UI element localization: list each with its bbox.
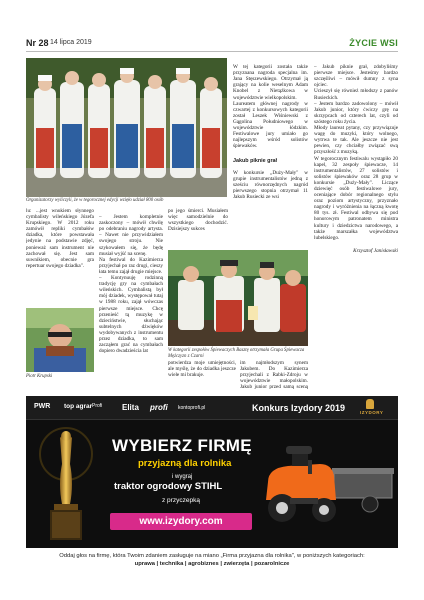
ad-prize: traktor ogrodowy STIHL [114, 481, 223, 492]
page-number: Nr 28 [26, 38, 49, 48]
article-text: – Jestem kompletnie zaskoczony – mówił chwilę po odebraniu nagrody artysta. – Nawet nie przywidziałem swojego stroju. Nie szykowałem się, że będę musiał wyjść na scenę. Na festiwal do Kazimierza przyjechał po raz drugi, cieszy łata temu zajął drugie miejsce. – Kontynuuję rodzinną tradycję gry na cymbałach wileńskich. Cymbalistą był mój dziadek, występował tutaj w 1988 roku, zajął wówczas pierwsze miejsce. Chcę przenieść tą muzykę w dzieciństwie, słuchając subtelnych dźwięków wydobywanych z instrumentu przez dziadka, to sam zacząłem grać na cymbałach dopiero dwadzieścia lat [99, 214, 163, 355]
main-photo [26, 58, 227, 197]
ad-url-button[interactable]: www.izydory.com [110, 513, 252, 530]
article-text: po jego śmierci. Musiałem więc samodzielnie do wszystkiego dochodzić. Dzisiejszy sukces [168, 208, 228, 233]
article-text: im najmłodszym synem Jakubem. Do Kazimierza przyjechali z Rabki-Zdroju w województwie małopolskim. Jakub junior przed samą sceną [240, 360, 308, 390]
article-column-4 [233, 58, 308, 248]
ad-logo-bar [26, 396, 398, 420]
konkurs-title: Konkurs Izydory 2019 [252, 403, 346, 413]
article-column-4-cont [240, 360, 308, 390]
kontoprofi-logo: kontoprofi.pl [178, 405, 206, 411]
group-photo [168, 250, 308, 346]
ad-subheadline: przyjazną dla rolnika [138, 458, 232, 469]
article-column-2 [99, 208, 163, 384]
article-text: – Jakub piknie grał, zdobyliśmy pierwsze miejsce. Jesteśmy bardzo szczęśliwi – mówił dumny z syna ojciec. Ucieszył się również młodszy z panów Rusieckich. – Jestem bardzo zadowolony – mówił Jakub junior, który ćwiczy grę na skrzypcach od czterech lat, czyli od szóstego roku życia. Młody laureat pytany, czy przywiązuje wagę do muzyki, który wolnego, wytrwa te tak. Ale jeszcze nie jest pewien, czy chciałby związać swą przyszłość z muzyką. W tegorocznym festiwalu wystąpiło 20 kapel, 32 zespoły śpiewacze, 14 instrumentalistów, 27 solistów i solistów śpiewaków oraz 28 grup w konkursie „Duży-Mały". Liczące dziewięć osób festiwalowe jury, oceniające dobór regionalnego stylu oraz poziom artystyczny, przyznało nagrody i wyróżnienia na łączną kwotę 80 tys. zł. Festiwal odbywa się pod honorowym patronatem ministra kultury i dziedzictwa narodowego, a także marszałka województwa lubelskiego. [314, 64, 398, 241]
article-text: lu: ...jest wnukiem słynnego cymbalisty wileńskiego Józefa Krupskiego. W 2012 roku zamówił repliki cymbałów dziadka, które powstawała jedynie na podstawie zdjęć, ponieważ sam instrument nie zachował się. Jest sam suwnikiem, obecnie gra repertuar swojego dziadka". [26, 208, 94, 269]
portrait-caption: Piotr Krupski [26, 374, 53, 379]
profi-logo: profi [150, 403, 168, 412]
ad-trailer: z przyczepką [162, 497, 200, 504]
author-signature: Krzysztof Janisławski [353, 247, 398, 254]
section-subheading: Jakub piknie grał [233, 157, 278, 164]
ad-and-win: i wygraj [172, 474, 193, 480]
ad-footer [26, 552, 398, 568]
group-photo-caption: W kategorii zespołów Śpiewaczych Basztę otrzymała Grupa Śpiewacza Mężczyzn z Czarni [168, 348, 305, 359]
elita-logo: Elita [122, 403, 139, 412]
topagrar-logo: top agrar [64, 403, 93, 410]
article-column-5 [314, 58, 398, 384]
pwr-logo: PWR [34, 403, 51, 410]
izydory-logo: IZYDORY [360, 410, 384, 415]
article-column-1 [26, 208, 94, 304]
header-rule [26, 51, 398, 52]
izydory-trophy-icon [366, 399, 374, 409]
profi-mag-logo: Profi [92, 403, 103, 409]
ad-headline: WYBIERZ FIRMĘ [112, 436, 252, 455]
article-column-3 [168, 208, 228, 246]
issue-date: 14 lipca 2019 [50, 39, 92, 46]
article-text: W tej kategorii została także przyznana nagroda specjalna im. Jana Stęszewskiego. Otrzymał ją grający na kolie weselnym Adam Knobel z Nietążkowa w województwie wielkopolskim. Laureatem głównej nagrody w czwartej z konkursowych kategorii został Leszek Wiśniewski z Gągolina Południowego w województwie łódzkim. Festiwalowe jury umiało go najlepszym wśród solistów śpiewaków. [233, 64, 308, 150]
lawn-tractor-illustration [262, 442, 396, 538]
izydory-ad[interactable] [26, 396, 398, 548]
page-header [26, 38, 398, 52]
article-column-3-cont [168, 360, 236, 390]
article-text: W konkursie „Duży-Mały" w grupie instrumentalistów jedną z sześciu równorzędnych nagród pierwszego stopnia otrzymał 11 Jakub Rusiecki ze wsi [233, 169, 308, 201]
footer-categories: uprawa | technika | agrobiznes | zwierzęta | pozarolnicze [134, 561, 290, 567]
portrait-photo [26, 308, 94, 372]
article-text: potwierdza moje umiejętności, ale myślę, że do dziadka jeszcze wiele mi brakuje. [168, 360, 236, 379]
main-photo-caption: Organizatorzy wyliczyli, że w tegorocznej edycji wzięło udział 800 osób [26, 198, 164, 203]
footer-text: Oddaj głos na firmę, która Twoim zdaniem zasługuje na miano „Firma przyjazna dla rolnika", w poniższych kategoriach: [59, 553, 365, 559]
masthead: ŻYCIE WSI [349, 38, 398, 48]
trophy-illustration [36, 424, 96, 546]
